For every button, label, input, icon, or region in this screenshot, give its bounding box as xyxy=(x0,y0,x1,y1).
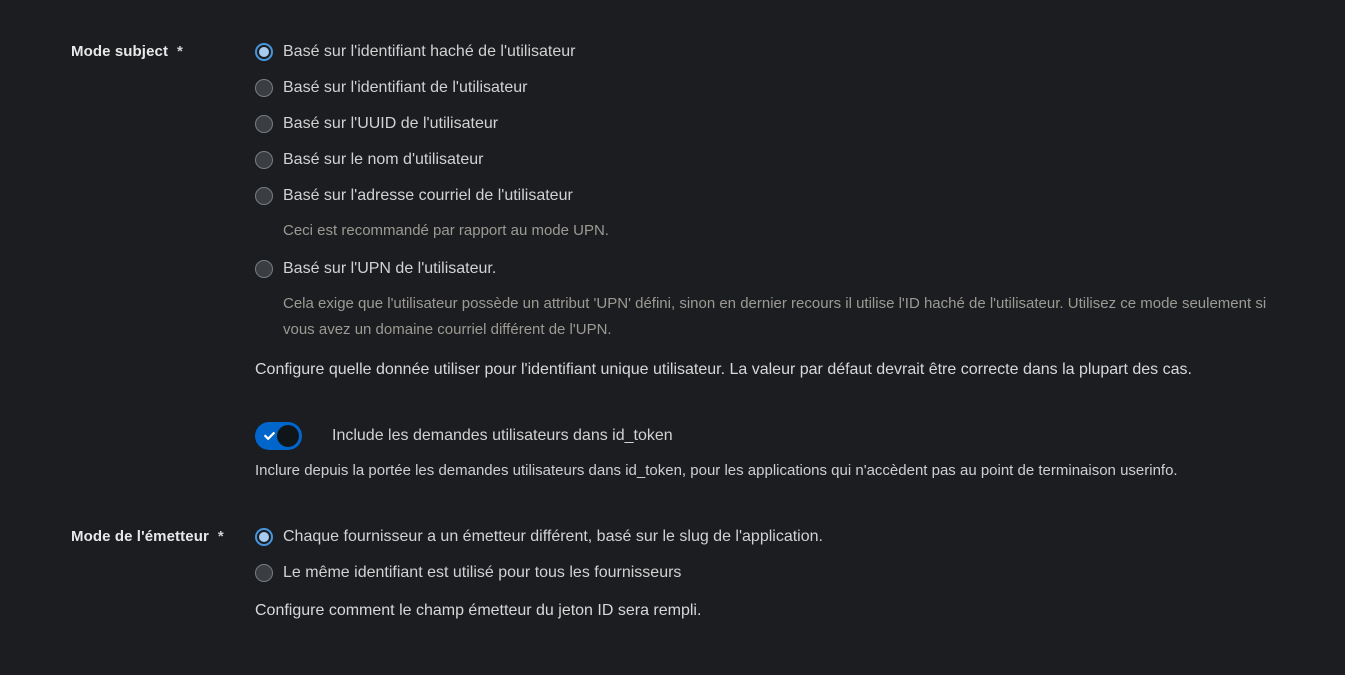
field-label: Mode subject xyxy=(71,43,169,60)
issuer-mode-description: Configure comment le champ émetteur du jeton ID sera rempli. xyxy=(255,602,702,619)
radio-option[interactable] xyxy=(255,184,1290,208)
radio-option-label: Le même identifiant est utilisé pour tous les fournisseurs xyxy=(283,564,682,581)
radio-option[interactable] xyxy=(255,525,1290,549)
radio-selected-icon[interactable] xyxy=(255,528,273,546)
issuer-mode-content xyxy=(255,525,1290,626)
radio-option-label: Basé sur l'adresse courriel de l'utilisateur xyxy=(283,187,573,204)
radio-option-help: Ceci est recommandé par rapport au mode UPN. xyxy=(283,222,609,239)
include-claims-toggle-label[interactable]: Include les demandes utilisateurs dans id_token xyxy=(332,426,673,444)
subject-mode-description: Configure quelle donnée utiliser pour l'identifiant unique utilisateur. La valeur par défaut devrait être correcte dans la plupart des cas. xyxy=(255,361,1192,378)
switch-knob xyxy=(277,425,299,447)
radio-option[interactable] xyxy=(255,76,1290,100)
radio-selected-icon[interactable] xyxy=(255,43,273,61)
radio-option-label: Basé sur l'UPN de l'utilisateur. xyxy=(283,260,497,277)
radio-option[interactable] xyxy=(255,148,1290,172)
required-asterisk: * xyxy=(217,528,224,545)
radio-option[interactable] xyxy=(255,257,1290,281)
check-icon xyxy=(264,430,275,441)
radio-unselected-icon[interactable] xyxy=(255,79,273,97)
form-group-issuer-mode xyxy=(71,525,1290,626)
radio-option[interactable] xyxy=(255,112,1290,136)
include-claims-switch[interactable] xyxy=(255,422,302,450)
subject-mode-label xyxy=(71,40,255,60)
subject-mode-content xyxy=(255,40,1290,483)
radio-unselected-icon[interactable] xyxy=(255,151,273,169)
radio-option-label: Basé sur l'identifiant haché de l'utilisateur xyxy=(283,43,576,60)
radio-unselected-icon[interactable] xyxy=(255,260,273,278)
include-claims-toggle-row xyxy=(255,422,1290,450)
radio-option[interactable] xyxy=(255,561,1290,585)
required-asterisk: * xyxy=(177,43,183,60)
radio-option-label: Basé sur l'identifiant de l'utilisateur xyxy=(283,79,528,96)
issuer-mode-radio-group xyxy=(255,525,1290,585)
radio-option-help: Cela exige que l'utilisateur possède un attribut 'UPN' défini, sinon en dernier recours il utilise l'ID haché de l'utilisateur. Utilisez ce mode seulement si vous avez un domaine courriel différent de l'UPN. xyxy=(283,295,1267,338)
subject-mode-radio-group xyxy=(255,40,1290,343)
radio-unselected-icon[interactable] xyxy=(255,564,273,582)
field-label: Mode de l'émetteur xyxy=(71,528,209,545)
form-group-subject-mode xyxy=(71,40,1290,483)
include-claims-help: Inclure depuis la portée les demandes utilisateurs dans id_token, pour les applications qui n'accèdent pas au point de terminaison userinfo. xyxy=(255,461,1178,479)
radio-option-label: Basé sur l'UUID de l'utilisateur xyxy=(283,115,499,132)
radio-option[interactable] xyxy=(255,40,1290,64)
radio-option-label: Chaque fournisseur a un émetteur différent, basé sur le slug de l'application. xyxy=(283,528,823,545)
radio-unselected-icon[interactable] xyxy=(255,115,273,133)
issuer-mode-label xyxy=(71,525,255,545)
radio-unselected-icon[interactable] xyxy=(255,187,273,205)
radio-option-label: Basé sur le nom d'utilisateur xyxy=(283,151,484,168)
